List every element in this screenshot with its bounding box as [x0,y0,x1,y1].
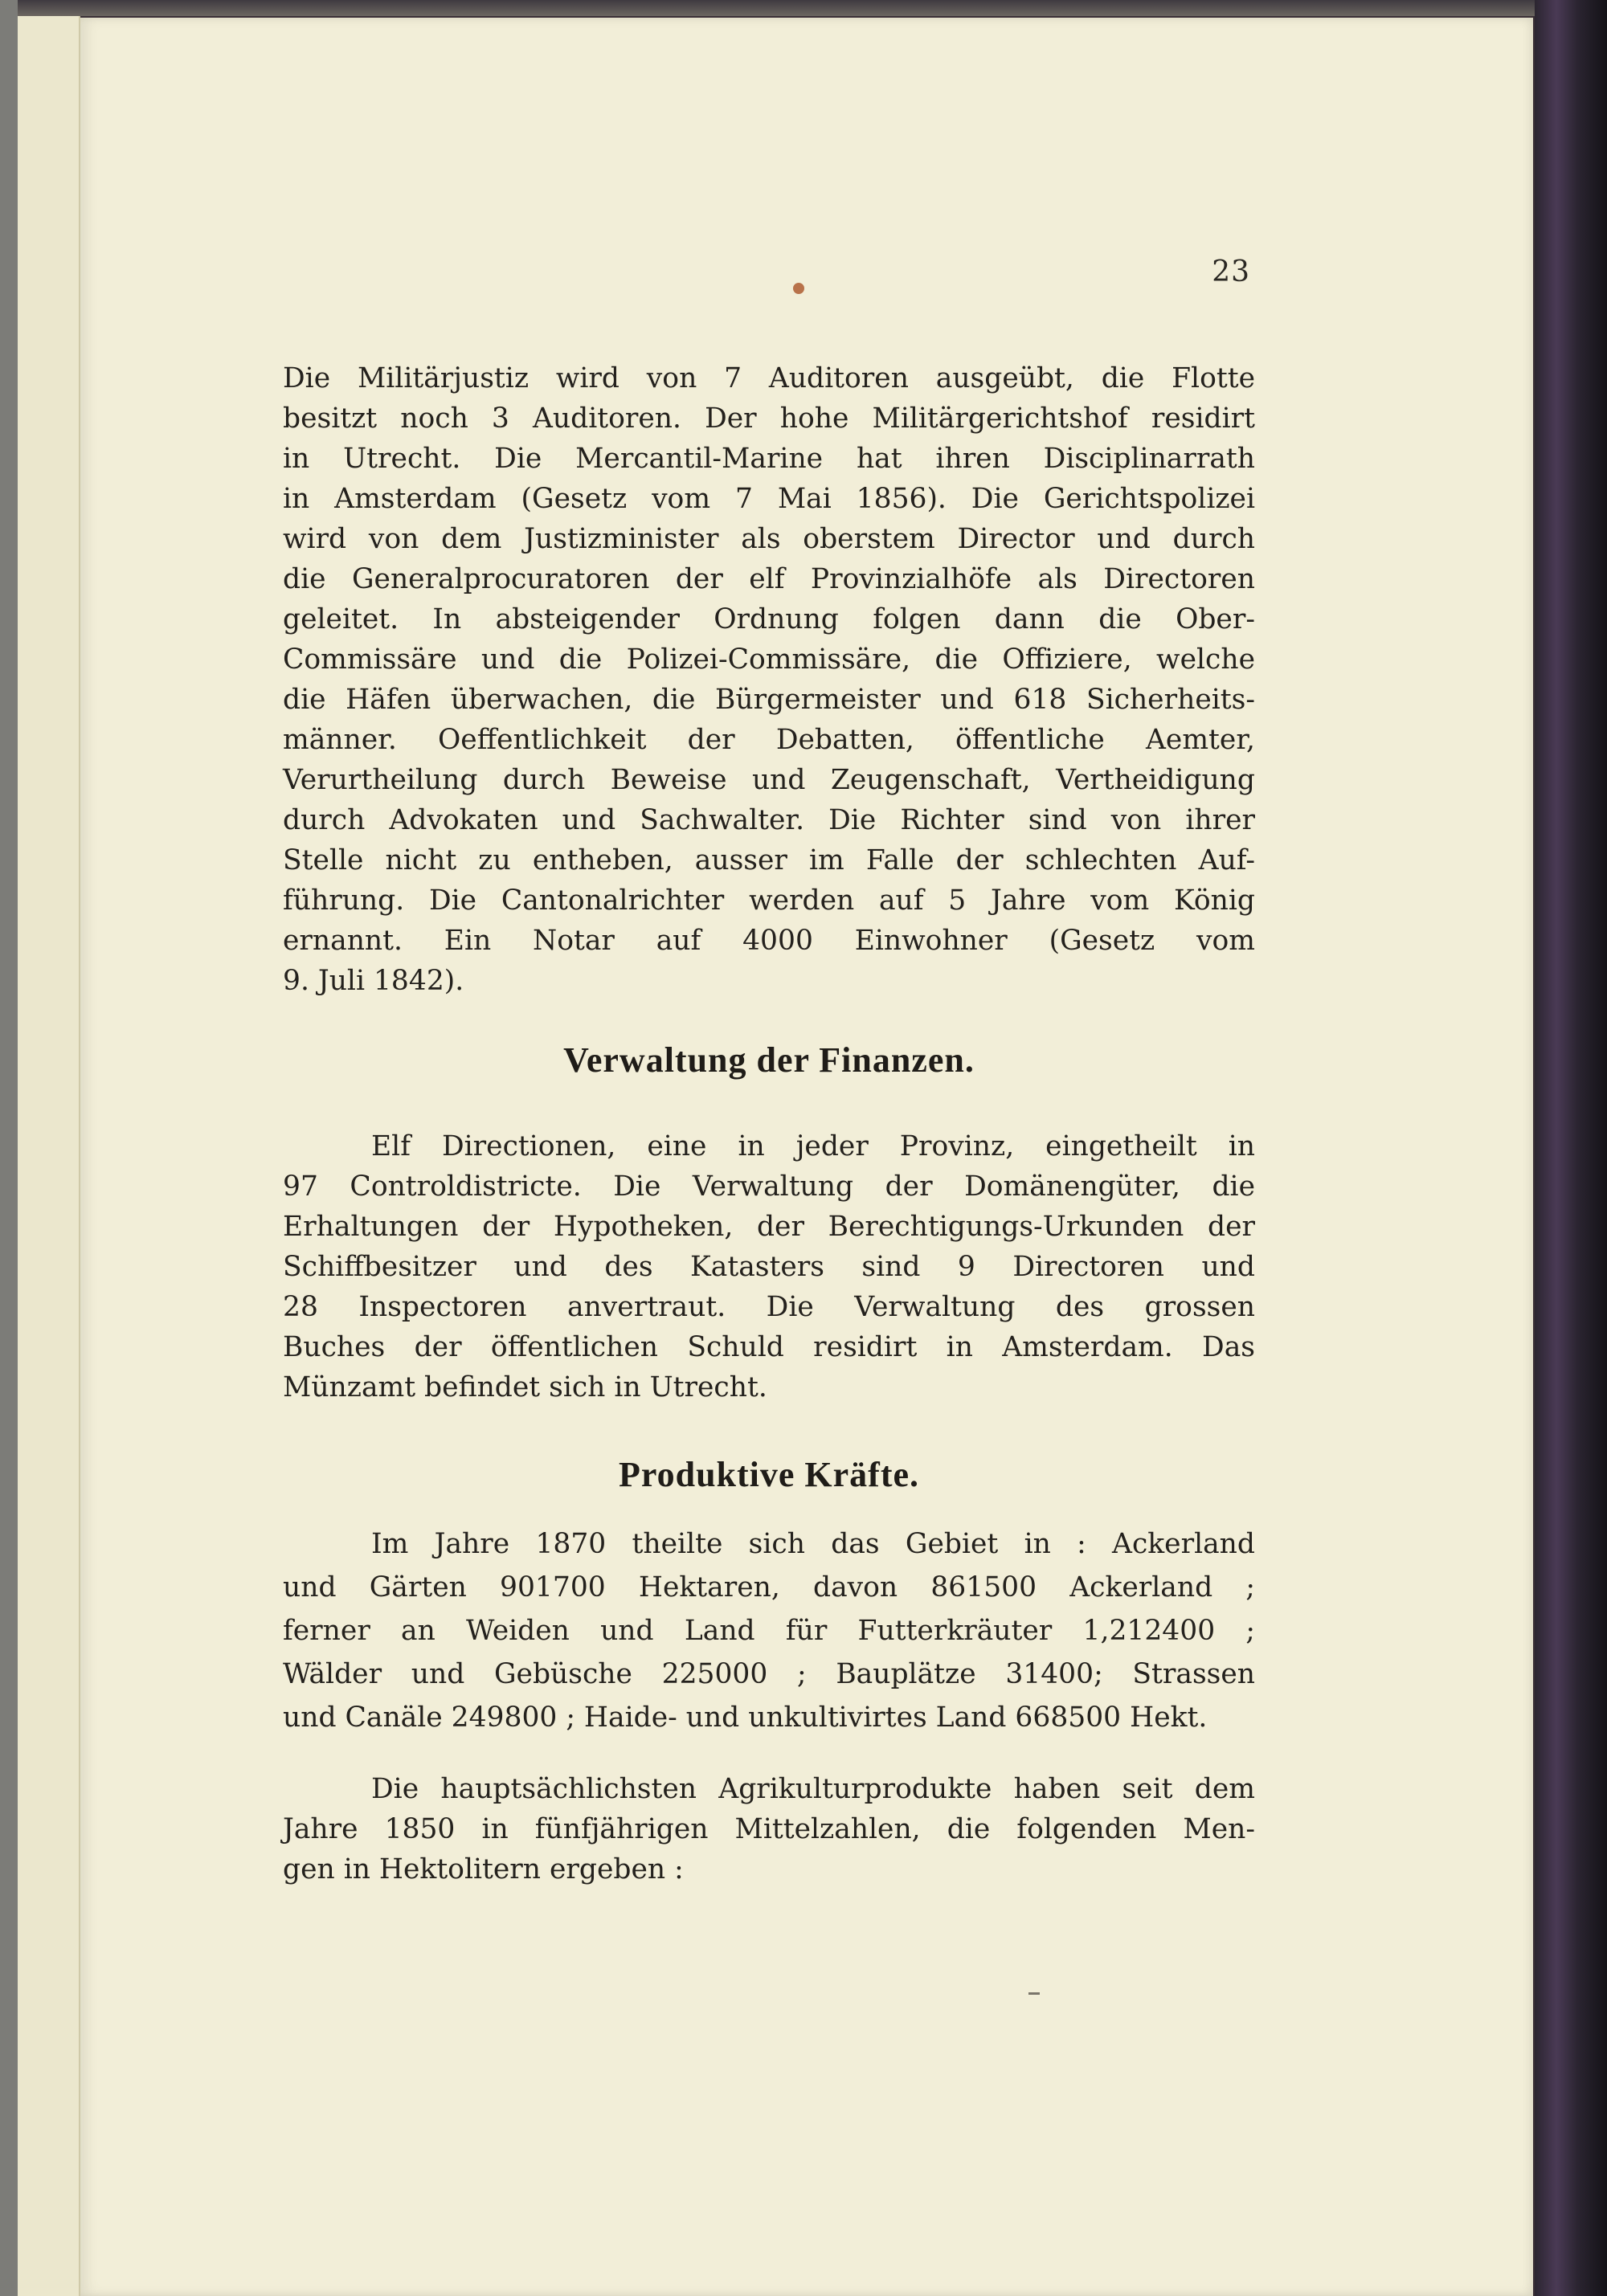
text-line: die Häfen überwachen, die Bürgermeister und 618 Sicherheits- [283,684,1255,716]
text-line: in Utrecht. Die Mercantil-Marine hat ihren Disciplinarrath [283,443,1255,475]
ink-dot-mark [793,283,804,294]
text-line: die Generalprocuratoren der elf Provinzialhöfe als Directoren [283,563,1255,595]
text-line: durch Advokaten und Sachwalter. Die Richter sind von ihrer [283,804,1255,836]
text-line: wird von dem Justizminister als oberstem Director und durch [283,523,1255,555]
text-line: führung. Die Cantonalrichter werden auf 5 Jahre vom König [283,884,1255,917]
section-heading-productive-forces: Produktive Kräfte. [618,1455,920,1494]
paragraph-military-justice [283,358,1255,1001]
book-spine-right [1535,0,1607,2296]
stray-print-mark [1028,1992,1040,1995]
text-line: Commissäre und die Polizei-Commissäre, die Offiziere, welche [283,643,1255,676]
text-line: Im Jahre 1870 theilte sich das Gebiet in : Ackerland [371,1528,1255,1560]
text-line: 97 Controldistricte. Die Verwaltung der Domänengüter, die [283,1170,1255,1203]
text-line: in Amsterdam (Gesetz vom 7 Mai 1856). Die Gerichtspolizei [283,483,1255,515]
book-cover-left-edge [0,0,18,2296]
text-line: Schiffbesitzer und des Katasters sind 9 Directoren und [283,1251,1255,1283]
text-line: ferner an Weiden und Land für Futterkräuter 1,212400 ; [283,1615,1255,1647]
text-line: Die hauptsächlichsten Agrikulturprodukte haben seit dem [371,1773,1255,1805]
text-line: Verurtheilung durch Beweise und Zeugenschaft, Vertheidigung [283,764,1255,796]
text-line: 28 Inspectoren anvertraut. Die Verwaltung des grossen [283,1291,1255,1323]
page-number: 23 [1212,255,1250,288]
text-line: Buches der öffentlichen Schuld residirt in Amsterdam. Das [283,1331,1255,1363]
text-line: Wälder und Gebüsche 225000 ; Bauplätze 31400; Strassen [283,1658,1255,1690]
book-cover-top-edge [0,0,1607,16]
previous-page-edge [18,16,80,2296]
text-line: Münzamt befindet sich in Utrecht. [283,1371,767,1403]
text-line: Stelle nicht zu entheben, ausser im Falle der schlechten Auf- [283,844,1255,876]
text-line: Die Militärjustiz wird von 7 Auditoren ausgeübt, die Flotte [283,362,1255,394]
text-line: geleitet. In absteigender Ordnung folgen dann die Ober- [283,603,1255,635]
text-line: gen in Hektolitern ergeben : [283,1853,684,1885]
section-heading-finance: Verwaltung der Finanzen. [563,1040,975,1080]
paragraph-finance [283,1126,1255,1407]
text-line: Elf Directionen, eine in jeder Provinz, eingetheilt in [371,1130,1255,1162]
text-line: männer. Oeffentlichkeit der Debatten, öffentliche Aemter, [283,724,1255,756]
text-line: und Canäle 249800 ; Haide- und unkultivirtes Land 668500 Hekt. [283,1702,1208,1734]
text-line: ernannt. Ein Notar auf 4000 Einwohner (Gesetz vom [283,925,1255,957]
paragraph-land-use [283,1522,1255,1739]
text-line: Jahre 1850 in fünfjährigen Mittelzahlen, die folgenden Men- [283,1813,1255,1845]
text-line: Erhaltungen der Hypotheken, der Berechtigungs-Urkunden der [283,1211,1255,1243]
text-line: und Gärten 901700 Hektaren, davon 861500 Ackerland ; [283,1571,1255,1604]
text-line: 9. Juli 1842). [283,965,464,997]
text-line: besitzt noch 3 Auditoren. Der hohe Militärgerichtshof residirt [283,402,1255,435]
paragraph-agricultural-products [283,1769,1255,1890]
